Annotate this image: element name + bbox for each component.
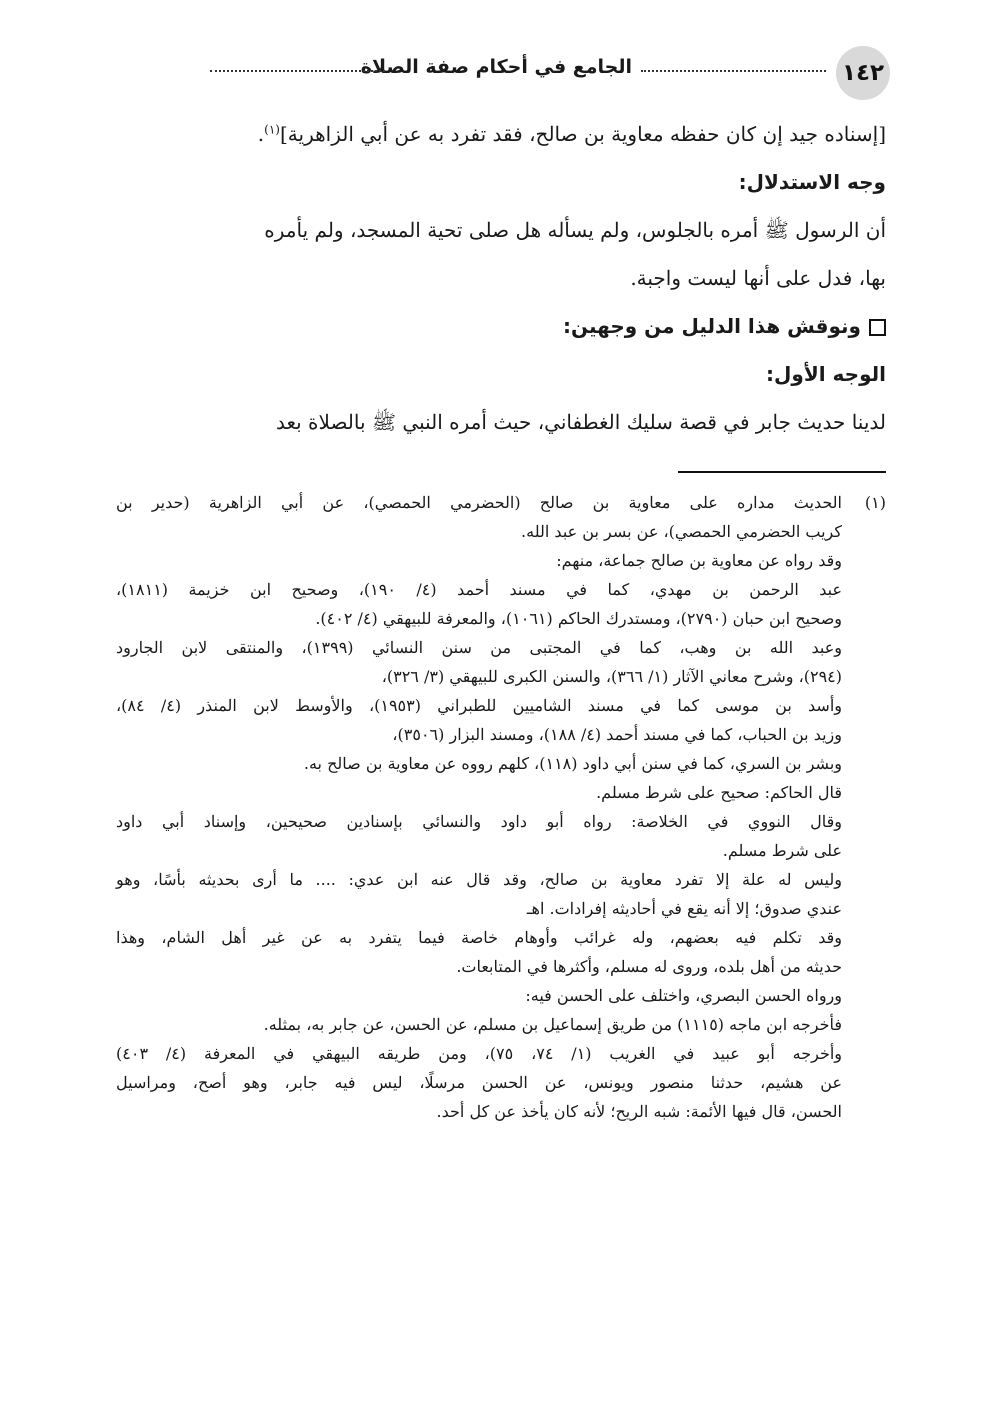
- footnote-1: [116, 488, 886, 1126]
- footnote-line: وأسد بن موسى كما في مسند الشاميين للطبراني (١٩٥٣)، والأوسط لابن المنذر (٤/ ٨٤)،: [116, 696, 842, 715]
- footnote-lines: [116, 488, 842, 1126]
- footnote-line: الحسن، قال فيها الأئمة: شبه الريح؛ لأنه كان يأخذ عن كل أحد.: [436, 1102, 842, 1121]
- isnad-text: [إسناده جيد إن كان حفظه معاوية بن صالح، فقد تفرد به عن أبي الزاهرية]: [279, 122, 886, 146]
- footnote-line: عندي صدوق؛ إلا أنه يقع في أحاديثه إفرادات. اهـ: [526, 899, 842, 918]
- paragraph-first-aspect-line1: لدينا حديث جابر في قصة سليك الغطفاني، حيث أمره النبي ﷺ بالصلاة بعد: [275, 410, 886, 434]
- footnote-line: عن هشيم، حدثنا منصور ويونس، عن الحسن مرسلًا، ليس فيه جابر، وهو أصح، ومراسيل: [116, 1073, 842, 1092]
- main-text: [116, 110, 886, 446]
- heading-discussion: [116, 302, 886, 350]
- footnote-line: حديثه من أهل بلده، وروى له مسلم، وأكثرها في المتابعات.: [456, 957, 842, 976]
- footnote-line: على شرط مسلم.: [722, 841, 842, 860]
- header-dotted-rule-right: [641, 70, 826, 72]
- footnote-line: قال الحاكم: صحيح على شرط مسلم.: [596, 783, 842, 802]
- footnote-number: (١): [864, 493, 886, 512]
- footnotes: [116, 488, 886, 1126]
- page-number: ١٤٢: [841, 60, 885, 86]
- footnote-line: وأخرجه أبو عبيد في الغريب (١/ ٧٤، ٧٥)، ومن طريقه البيهقي في المعرفة (٤/ ٤٠٣): [116, 1044, 842, 1063]
- checkbox-square-icon: [869, 319, 886, 336]
- heading-first-aspect: الوجه الأول:: [766, 362, 886, 386]
- header-title: الجامع في أحكام صفة الصلاة: [360, 56, 632, 78]
- footnote-line: فأخرجه ابن ماجه (١١١٥) من طريق إسماعيل بن مسلم، عن الحسن، عن جابر به، بمثله.: [263, 1015, 842, 1034]
- footnote-line: وليس له علة إلا تفرد معاوية بن صالح، وقد قال عنه ابن عدي: .... ما أرى بحديثه بأسًا، وهو: [116, 870, 842, 889]
- running-header: [140, 40, 890, 110]
- footnote-line: الحديث مداره على معاوية بن صالح (الحضرمي الحمصي)، عن أبي الزاهرية (حدير بن: [116, 493, 842, 512]
- heading-discussion-text: ونوقش هذا الدليل من وجهين:: [562, 314, 861, 338]
- footnote-line: ورواه الحسن البصري، واختلف على الحسن فيه:: [525, 986, 842, 1005]
- footnote-line: وصحيح ابن حبان (٢٧٩٠)، ومستدرك الحاكم (١٠٦١)، والمعرفة للبيهقي (٤/ ٤٠٢).: [315, 609, 842, 628]
- footnote-line: عبد الرحمن بن مهدي، كما في مسند أحمد (٤/ ١٩٠)، وصحيح ابن خزيمة (١٨١١)،: [116, 580, 842, 599]
- footnote-line: كريب الحضرمي الحمصي)، عن بسر بن عبد الله.: [521, 522, 842, 541]
- paragraph-istidlal-line2: بها، فدل على أنها ليست واجبة.: [630, 266, 886, 290]
- isnad-end: .: [257, 122, 265, 146]
- footnote-line: وقال النووي في الخلاصة: رواه أبو داود والنسائي بإسنادين صحيحين، وإسناد أبي داود: [116, 812, 842, 831]
- footnote-line: (٢٩٤)، وشرح معاني الآثار (١/ ٣٦٦)، والسنن الكبرى للبيهقي (٣/ ٣٢٦)،: [381, 667, 842, 686]
- footnote-line: وبشر بن السري، كما في سنن أبي داود (١١٨)، كلهم رووه عن معاوية بن صالح به.: [303, 754, 842, 773]
- footnote-line: وعبد الله بن وهب، كما في المجتبى من سنن النسائي (١٣٩٩)، والمنتقى لابن الجارود: [116, 638, 842, 657]
- paragraph-isnad: [116, 110, 886, 158]
- footnote-line: وقد رواه عن معاوية بن صالح جماعة، منهم:: [556, 551, 842, 570]
- footnote-ref[interactable]: (١): [264, 122, 280, 137]
- heading-istidlal: وجه الاستدلال:: [738, 170, 886, 194]
- footnote-line: وقد تكلم فيه بعضهم، وله غرائب وأوهام خاصة فيما يتفرد به عن غير أهل الشام، وهذا: [116, 928, 843, 947]
- footnote-line: وزيد بن الحباب، كما في مسند أحمد (٤/ ١٨٨)، ومسند البزار (٣٥٠٦)،: [392, 725, 842, 744]
- footnote-separator: [678, 471, 886, 473]
- header-dotted-rule-left: [210, 70, 385, 72]
- page-number-badge: [836, 46, 890, 100]
- paragraph-istidlal-line1: أن الرسول ﷺ أمره بالجلوس، ولم يسأله هل صلى تحية المسجد، ولم يأمره: [264, 218, 886, 242]
